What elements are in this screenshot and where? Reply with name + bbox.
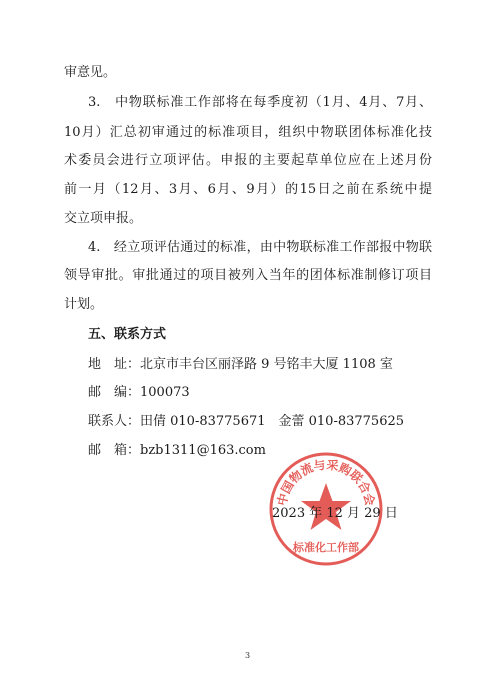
body-line: 前一月（12月、3月、6月、9月）的15日之前在系统中提 <box>64 182 432 197</box>
body-line: 3. 中物联标准工作部将在每季度初（1月、4月、7月、 <box>88 95 432 110</box>
body-line: 审意见。 <box>64 65 117 80</box>
contact-address: 地 址：北京市丰台区丽泽路 9 号铭丰大厦 1108 室 <box>88 357 393 372</box>
section-heading: 五、联系方式 <box>88 327 167 342</box>
body-line: 领导审批。审批通过的项目被列入当年的团体标准制修订项目 <box>64 268 432 283</box>
contact-postcode: 邮 编：100073 <box>88 385 190 400</box>
page-number: 3 <box>244 651 251 660</box>
seal-bottom-text: 标准化工作部 <box>293 541 359 554</box>
body-line: 术委员会进行立项评估。申报的主要起草单位应在上述月份 <box>64 153 432 168</box>
seal-text: 中国物流与采购联合会 <box>274 457 378 507</box>
body-line: 计划。 <box>64 297 104 312</box>
body-line: 交立项申报。 <box>64 211 143 226</box>
contact-email: 邮 箱：bzb1311@163.com <box>88 443 266 458</box>
body-line: 4. 经立项评估通过的标准，由中物联标准工作部报中物联 <box>88 240 432 255</box>
contact-persons: 联系人：田倩 010-83775671 金蕾 010-83775625 <box>88 414 405 429</box>
body-line: 10月）汇总初审通过的标准项目，组织中物联团体标准化技 <box>64 125 432 140</box>
signature-date: 2023 年 12 月 29 日 <box>272 506 398 521</box>
